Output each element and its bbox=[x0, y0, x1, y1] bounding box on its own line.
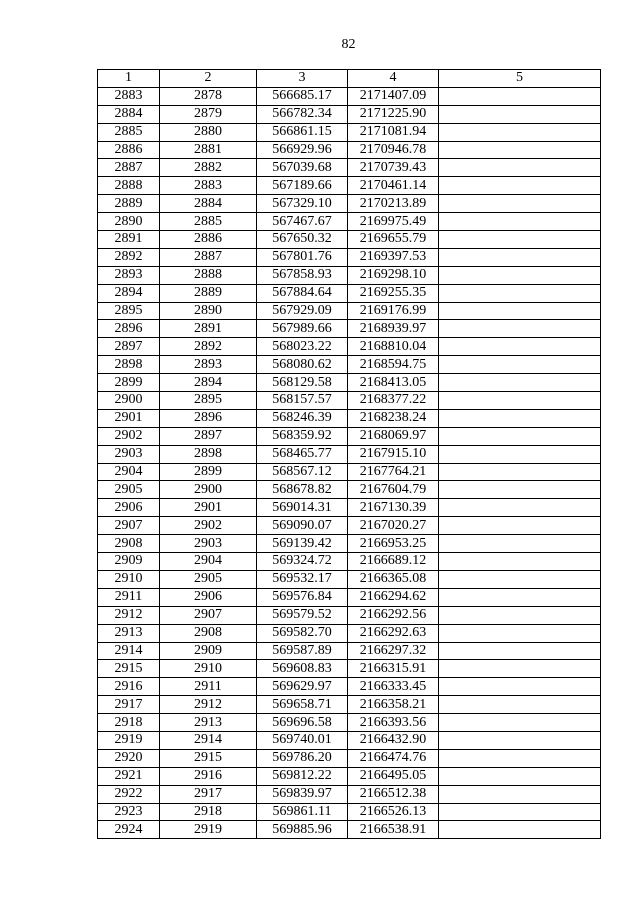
table-cell-col3: 567467.67 bbox=[257, 213, 348, 231]
table-cell-col1: 2896 bbox=[98, 320, 160, 338]
table-cell-col1: 2910 bbox=[98, 570, 160, 588]
table-cell-col1: 2900 bbox=[98, 392, 160, 410]
table-cell-col2: 2892 bbox=[160, 338, 257, 356]
table-cell-col4: 2167764.21 bbox=[348, 463, 439, 481]
table-cell-col1: 2921 bbox=[98, 767, 160, 785]
table-cell-col2: 2917 bbox=[160, 785, 257, 803]
table-cell-col4: 2168069.97 bbox=[348, 427, 439, 445]
table-cell-col4: 2166495.05 bbox=[348, 767, 439, 785]
table-cell-col4: 2168810.04 bbox=[348, 338, 439, 356]
table-row bbox=[98, 409, 601, 427]
table-cell-col3: 569582.70 bbox=[257, 624, 348, 642]
table-cell-col1: 2899 bbox=[98, 374, 160, 392]
table-cell-col4: 2166512.38 bbox=[348, 785, 439, 803]
table-cell-col3: 569812.22 bbox=[257, 767, 348, 785]
table-cell-col2: 2886 bbox=[160, 231, 257, 249]
table-cell-col2: 2908 bbox=[160, 624, 257, 642]
table-cell-col3: 566929.96 bbox=[257, 141, 348, 159]
table-row bbox=[98, 284, 601, 302]
table-cell-col2: 2902 bbox=[160, 517, 257, 535]
table-cell-col2: 2914 bbox=[160, 731, 257, 749]
table-cell-col2: 2891 bbox=[160, 320, 257, 338]
table-cell-col3: 569740.01 bbox=[257, 731, 348, 749]
table-cell-col4: 2168594.75 bbox=[348, 356, 439, 374]
table-cell-col5 bbox=[439, 660, 601, 678]
table-cell-col5 bbox=[439, 231, 601, 249]
table-cell-col3: 569090.07 bbox=[257, 517, 348, 535]
table-cell-col4: 2166292.56 bbox=[348, 606, 439, 624]
table-row bbox=[98, 821, 601, 839]
table-cell-col1: 2886 bbox=[98, 141, 160, 159]
table-cell-col3: 569014.31 bbox=[257, 499, 348, 517]
table-cell-col2: 2901 bbox=[160, 499, 257, 517]
table-cell-col3: 568246.39 bbox=[257, 409, 348, 427]
table-row bbox=[98, 231, 601, 249]
table-row bbox=[98, 105, 601, 123]
table-cell-col5 bbox=[439, 803, 601, 821]
table-cell-col5 bbox=[439, 338, 601, 356]
page-number: 82 bbox=[341, 37, 356, 52]
table-cell-col2: 2889 bbox=[160, 284, 257, 302]
table-row bbox=[98, 481, 601, 499]
table-cell-col2: 2878 bbox=[160, 87, 257, 105]
table-cell-col5 bbox=[439, 749, 601, 767]
table-cell-col1: 2920 bbox=[98, 749, 160, 767]
table-row bbox=[98, 535, 601, 553]
table-cell-col3: 566782.34 bbox=[257, 105, 348, 123]
table-row bbox=[98, 213, 601, 231]
table-cell-col1: 2890 bbox=[98, 213, 160, 231]
table-cell-col2: 2890 bbox=[160, 302, 257, 320]
table-cell-col1: 2914 bbox=[98, 642, 160, 660]
table-cell-col4: 2168413.05 bbox=[348, 374, 439, 392]
table-cell-col5 bbox=[439, 356, 601, 374]
table-cell-col3: 567989.66 bbox=[257, 320, 348, 338]
table-cell-col1: 2897 bbox=[98, 338, 160, 356]
table-row bbox=[98, 606, 601, 624]
table-cell-col5 bbox=[439, 123, 601, 141]
table-cell-col4: 2166953.25 bbox=[348, 535, 439, 553]
table-cell-col3: 569839.97 bbox=[257, 785, 348, 803]
table-cell-col4: 2169975.49 bbox=[348, 213, 439, 231]
table-cell-col3: 569532.17 bbox=[257, 570, 348, 588]
table-cell-col5 bbox=[439, 302, 601, 320]
table-cell-col3: 569139.42 bbox=[257, 535, 348, 553]
table-row bbox=[98, 392, 601, 410]
table-cell-col2: 2887 bbox=[160, 248, 257, 266]
table-cell-col3: 569608.83 bbox=[257, 660, 348, 678]
column-header-2: 2 bbox=[160, 70, 257, 88]
table-cell-col2: 2906 bbox=[160, 588, 257, 606]
table-cell-col2: 2907 bbox=[160, 606, 257, 624]
table-cell-col1: 2912 bbox=[98, 606, 160, 624]
table-cell-col1: 2923 bbox=[98, 803, 160, 821]
table-row bbox=[98, 803, 601, 821]
table-row bbox=[98, 749, 601, 767]
table-cell-col4: 2168939.97 bbox=[348, 320, 439, 338]
table-cell-col4: 2166393.56 bbox=[348, 714, 439, 732]
table-cell-col5 bbox=[439, 731, 601, 749]
table-header-row bbox=[98, 70, 601, 88]
table-cell-col2: 2894 bbox=[160, 374, 257, 392]
table-cell-col4: 2169255.35 bbox=[348, 284, 439, 302]
table-cell-col1: 2906 bbox=[98, 499, 160, 517]
table-cell-col3: 567858.93 bbox=[257, 266, 348, 284]
table-cell-col2: 2918 bbox=[160, 803, 257, 821]
table-cell-col2: 2912 bbox=[160, 696, 257, 714]
table-cell-col2: 2882 bbox=[160, 159, 257, 177]
table-row bbox=[98, 660, 601, 678]
table-cell-col3: 566861.15 bbox=[257, 123, 348, 141]
table-cell-col5 bbox=[439, 105, 601, 123]
table-cell-col3: 569587.89 bbox=[257, 642, 348, 660]
table-cell-col5 bbox=[439, 374, 601, 392]
table-row bbox=[98, 427, 601, 445]
table-cell-col5 bbox=[439, 767, 601, 785]
table-cell-col1: 2902 bbox=[98, 427, 160, 445]
table-cell-col2: 2915 bbox=[160, 749, 257, 767]
table-row bbox=[98, 553, 601, 571]
table-cell-col5 bbox=[439, 463, 601, 481]
table-row bbox=[98, 696, 601, 714]
table-cell-col5 bbox=[439, 696, 601, 714]
table-row bbox=[98, 588, 601, 606]
table-cell-col2: 2909 bbox=[160, 642, 257, 660]
table-cell-col2: 2896 bbox=[160, 409, 257, 427]
column-header-5: 5 bbox=[439, 70, 601, 88]
table-cell-col4: 2166432.90 bbox=[348, 731, 439, 749]
table-row bbox=[98, 302, 601, 320]
table-cell-col1: 2913 bbox=[98, 624, 160, 642]
table-cell-col2: 2911 bbox=[160, 678, 257, 696]
table-cell-col3: 567929.09 bbox=[257, 302, 348, 320]
table-cell-col1: 2916 bbox=[98, 678, 160, 696]
table-cell-col2: 2910 bbox=[160, 660, 257, 678]
table-cell-col4: 2166315.91 bbox=[348, 660, 439, 678]
table-cell-col5 bbox=[439, 642, 601, 660]
table-cell-col3: 569629.97 bbox=[257, 678, 348, 696]
table-cell-col2: 2903 bbox=[160, 535, 257, 553]
table-cell-col3: 568080.62 bbox=[257, 356, 348, 374]
table-cell-col1: 2924 bbox=[98, 821, 160, 839]
table-cell-col1: 2908 bbox=[98, 535, 160, 553]
table-cell-col5 bbox=[439, 248, 601, 266]
table-cell-col1: 2888 bbox=[98, 177, 160, 195]
table-cell-col5 bbox=[439, 624, 601, 642]
table-cell-col1: 2915 bbox=[98, 660, 160, 678]
table-cell-col3: 569576.84 bbox=[257, 588, 348, 606]
table-cell-col4: 2166365.08 bbox=[348, 570, 439, 588]
table-cell-col3: 567650.32 bbox=[257, 231, 348, 249]
column-header-1: 1 bbox=[98, 70, 160, 88]
table-cell-col4: 2166538.91 bbox=[348, 821, 439, 839]
table-row bbox=[98, 356, 601, 374]
table-cell-col1: 2883 bbox=[98, 87, 160, 105]
table-cell-col1: 2911 bbox=[98, 588, 160, 606]
table-cell-col5 bbox=[439, 159, 601, 177]
table-row bbox=[98, 570, 601, 588]
table-cell-col1: 2898 bbox=[98, 356, 160, 374]
table-cell-col2: 2898 bbox=[160, 445, 257, 463]
table-cell-col2: 2884 bbox=[160, 195, 257, 213]
table-cell-col4: 2166333.45 bbox=[348, 678, 439, 696]
table-cell-col5 bbox=[439, 445, 601, 463]
table-cell-col5 bbox=[439, 553, 601, 571]
table-cell-col1: 2889 bbox=[98, 195, 160, 213]
table-cell-col4: 2166297.32 bbox=[348, 642, 439, 660]
table-cell-col5 bbox=[439, 87, 601, 105]
table-row bbox=[98, 248, 601, 266]
table-row bbox=[98, 624, 601, 642]
table-cell-col3: 569885.96 bbox=[257, 821, 348, 839]
table-cell-col3: 568157.57 bbox=[257, 392, 348, 410]
table-cell-col3: 569861.11 bbox=[257, 803, 348, 821]
table-cell-col3: 568129.58 bbox=[257, 374, 348, 392]
table-cell-col3: 567329.10 bbox=[257, 195, 348, 213]
table-cell-col2: 2895 bbox=[160, 392, 257, 410]
table-cell-col4: 2168377.22 bbox=[348, 392, 439, 410]
table-cell-col4: 2171225.90 bbox=[348, 105, 439, 123]
table-cell-col5 bbox=[439, 320, 601, 338]
table-row bbox=[98, 463, 601, 481]
table-cell-col4: 2167020.27 bbox=[348, 517, 439, 535]
table-cell-col3: 569579.52 bbox=[257, 606, 348, 624]
table-cell-col2: 2893 bbox=[160, 356, 257, 374]
table-cell-col1: 2905 bbox=[98, 481, 160, 499]
table-cell-col4: 2171081.94 bbox=[348, 123, 439, 141]
table-cell-col2: 2900 bbox=[160, 481, 257, 499]
table-cell-col1: 2918 bbox=[98, 714, 160, 732]
table-cell-col2: 2916 bbox=[160, 767, 257, 785]
table-cell-col4: 2170946.78 bbox=[348, 141, 439, 159]
table-cell-col3: 567801.76 bbox=[257, 248, 348, 266]
table-cell-col5 bbox=[439, 785, 601, 803]
table-cell-col1: 2895 bbox=[98, 302, 160, 320]
table-cell-col3: 568567.12 bbox=[257, 463, 348, 481]
table-cell-col5 bbox=[439, 606, 601, 624]
table-row bbox=[98, 123, 601, 141]
table-cell-col4: 2167604.79 bbox=[348, 481, 439, 499]
table-row bbox=[98, 266, 601, 284]
table-cell-col2: 2881 bbox=[160, 141, 257, 159]
table-cell-col1: 2907 bbox=[98, 517, 160, 535]
table-cell-col5 bbox=[439, 821, 601, 839]
table-row bbox=[98, 445, 601, 463]
table-cell-col3: 567039.68 bbox=[257, 159, 348, 177]
table-cell-col4: 2169655.79 bbox=[348, 231, 439, 249]
table-cell-col5 bbox=[439, 570, 601, 588]
table-cell-col4: 2170213.89 bbox=[348, 195, 439, 213]
table-row bbox=[98, 678, 601, 696]
coordinates-table bbox=[97, 69, 601, 839]
table-row bbox=[98, 338, 601, 356]
table-cell-col1: 2917 bbox=[98, 696, 160, 714]
table-cell-col4: 2166358.21 bbox=[348, 696, 439, 714]
table-cell-col5 bbox=[439, 714, 601, 732]
table-cell-col4: 2169298.10 bbox=[348, 266, 439, 284]
table-cell-col5 bbox=[439, 499, 601, 517]
table-cell-col3: 568359.92 bbox=[257, 427, 348, 445]
table-cell-col2: 2885 bbox=[160, 213, 257, 231]
table-cell-col2: 2880 bbox=[160, 123, 257, 141]
table-cell-col1: 2893 bbox=[98, 266, 160, 284]
table-row bbox=[98, 785, 601, 803]
table-cell-col5 bbox=[439, 141, 601, 159]
table-row bbox=[98, 731, 601, 749]
table-cell-col5 bbox=[439, 392, 601, 410]
table-cell-col4: 2169397.53 bbox=[348, 248, 439, 266]
table-cell-col2: 2905 bbox=[160, 570, 257, 588]
table-body bbox=[98, 87, 601, 838]
table-row bbox=[98, 767, 601, 785]
column-header-4: 4 bbox=[348, 70, 439, 88]
table-cell-col3: 567189.66 bbox=[257, 177, 348, 195]
table-cell-col3: 569658.71 bbox=[257, 696, 348, 714]
table-cell-col2: 2919 bbox=[160, 821, 257, 839]
table-row bbox=[98, 141, 601, 159]
table-cell-col4: 2167915.10 bbox=[348, 445, 439, 463]
table-cell-col4: 2167130.39 bbox=[348, 499, 439, 517]
table-cell-col4: 2166474.76 bbox=[348, 749, 439, 767]
table-cell-col2: 2883 bbox=[160, 177, 257, 195]
table-row bbox=[98, 159, 601, 177]
table-cell-col5 bbox=[439, 266, 601, 284]
table-cell-col1: 2922 bbox=[98, 785, 160, 803]
table-cell-col5 bbox=[439, 284, 601, 302]
table-cell-col4: 2170739.43 bbox=[348, 159, 439, 177]
table-cell-col5 bbox=[439, 481, 601, 499]
table-cell-col5 bbox=[439, 588, 601, 606]
table-cell-col5 bbox=[439, 177, 601, 195]
table-cell-col2: 2897 bbox=[160, 427, 257, 445]
table-cell-col4: 2170461.14 bbox=[348, 177, 439, 195]
table-cell-col4: 2166292.63 bbox=[348, 624, 439, 642]
table-cell-col1: 2884 bbox=[98, 105, 160, 123]
table-cell-col1: 2894 bbox=[98, 284, 160, 302]
table-row bbox=[98, 499, 601, 517]
table-row bbox=[98, 87, 601, 105]
table-cell-col2: 2888 bbox=[160, 266, 257, 284]
table-cell-col2: 2913 bbox=[160, 714, 257, 732]
table-cell-col5 bbox=[439, 535, 601, 553]
table-row bbox=[98, 714, 601, 732]
table-cell-col5 bbox=[439, 517, 601, 535]
table-cell-col4: 2171407.09 bbox=[348, 87, 439, 105]
table-cell-col1: 2901 bbox=[98, 409, 160, 427]
table-cell-col3: 566685.17 bbox=[257, 87, 348, 105]
table-cell-col3: 569786.20 bbox=[257, 749, 348, 767]
table-cell-col3: 569324.72 bbox=[257, 553, 348, 571]
table-cell-col1: 2903 bbox=[98, 445, 160, 463]
table-cell-col4: 2166689.12 bbox=[348, 553, 439, 571]
table-cell-col1: 2904 bbox=[98, 463, 160, 481]
table-cell-col1: 2887 bbox=[98, 159, 160, 177]
table-cell-col3: 568465.77 bbox=[257, 445, 348, 463]
table-cell-col5 bbox=[439, 427, 601, 445]
table-cell-col1: 2919 bbox=[98, 731, 160, 749]
table-cell-col3: 567884.64 bbox=[257, 284, 348, 302]
table-cell-col4: 2166294.62 bbox=[348, 588, 439, 606]
table-row bbox=[98, 517, 601, 535]
table-cell-col5 bbox=[439, 678, 601, 696]
table-row bbox=[98, 195, 601, 213]
table-cell-col2: 2899 bbox=[160, 463, 257, 481]
table-row bbox=[98, 374, 601, 392]
column-header-3: 3 bbox=[257, 70, 348, 88]
table-cell-col1: 2909 bbox=[98, 553, 160, 571]
table-cell-col3: 569696.58 bbox=[257, 714, 348, 732]
table-cell-col4: 2166526.13 bbox=[348, 803, 439, 821]
table-row bbox=[98, 320, 601, 338]
table-cell-col3: 568678.82 bbox=[257, 481, 348, 499]
table-cell-col2: 2904 bbox=[160, 553, 257, 571]
table-cell-col1: 2891 bbox=[98, 231, 160, 249]
table-cell-col5 bbox=[439, 195, 601, 213]
table-cell-col5 bbox=[439, 213, 601, 231]
table-cell-col4: 2168238.24 bbox=[348, 409, 439, 427]
table-cell-col2: 2879 bbox=[160, 105, 257, 123]
table-cell-col1: 2892 bbox=[98, 248, 160, 266]
table-cell-col4: 2169176.99 bbox=[348, 302, 439, 320]
table-cell-col1: 2885 bbox=[98, 123, 160, 141]
table-cell-col3: 568023.22 bbox=[257, 338, 348, 356]
table-row bbox=[98, 642, 601, 660]
table-cell-col5 bbox=[439, 409, 601, 427]
table-row bbox=[98, 177, 601, 195]
